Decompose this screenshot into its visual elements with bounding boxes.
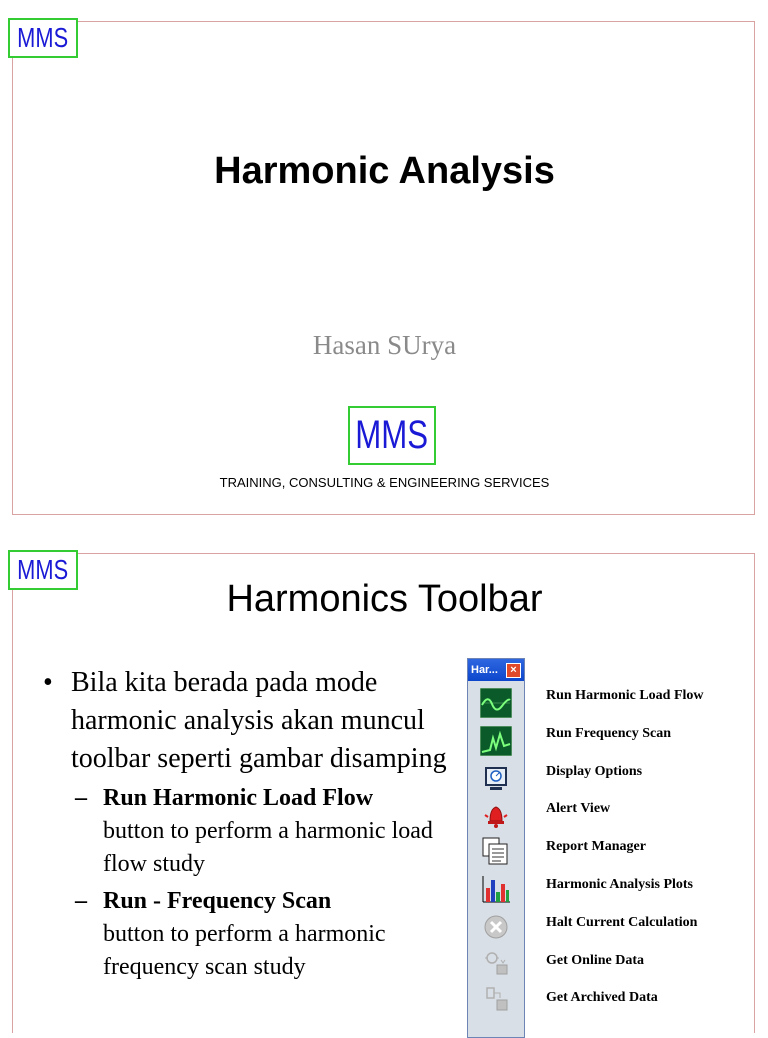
label-display-options: Display Options: [546, 764, 643, 779]
report-manager-icon: [481, 836, 511, 866]
run-harmonic-load-flow-button[interactable]: [479, 687, 513, 719]
sub-bullet-text: button to perform a harmonic frequency scan study: [103, 921, 386, 980]
sub-bullet-heading: Run - Frequency Scan: [103, 888, 332, 914]
bullet-text: Bila kita berada pada mode harmonic analysis akan muncul toolbar seperti gambar disamping: [71, 667, 447, 774]
frequency-scan-icon: [480, 726, 512, 756]
online-data-icon: [482, 949, 510, 977]
report-manager-button[interactable]: [479, 835, 513, 867]
mms-logo-corner: [8, 550, 78, 590]
bullet-item: • Bila kita berada pada mode harmonic analysis akan muncul toolbar seperti gambar disamping: [43, 667, 447, 774]
harmonic-load-flow-icon: [480, 688, 512, 718]
sub-bullet-heading: Run Harmonic Load Flow: [103, 785, 374, 811]
mms-logo-center: [348, 406, 436, 465]
label-report-manager: Report Manager: [546, 839, 646, 854]
mms-logo-text: MMS: [17, 22, 69, 53]
bullet-list: [43, 664, 453, 984]
alert-bell-icon: [482, 801, 510, 829]
mms-logo-text: MMS: [355, 413, 429, 457]
label-get-online-data: Get Online Data: [546, 953, 644, 968]
toolbar-title: Har...: [471, 664, 498, 676]
sub-bullet-2: – Run - Frequency Scan button to perform a harmonic frequency scan study: [43, 885, 453, 984]
display-options-icon: [482, 765, 510, 793]
author-name: Hasan SUrya: [312, 330, 457, 360]
get-archived-data-button[interactable]: [479, 983, 513, 1015]
display-options-button[interactable]: [479, 763, 513, 795]
slide-title: [12, 21, 755, 515]
label-halt-current-calculation: Halt Current Calculation: [546, 915, 698, 930]
label-alert-view: Alert View: [546, 801, 611, 816]
sub-bullet-text: button to perform a harmonic load flow study: [103, 818, 433, 877]
slide-heading: Harmonics Toolbar: [226, 578, 543, 620]
mms-logo-corner: [8, 18, 78, 58]
get-online-data-button[interactable]: [479, 947, 513, 979]
harmonic-analysis-plots-button[interactable]: [479, 873, 513, 905]
close-icon[interactable]: ×: [506, 663, 521, 678]
label-harmonic-analysis-plots: Harmonic Analysis Plots: [546, 877, 694, 892]
alert-view-button[interactable]: [479, 799, 513, 831]
label-get-archived-data: Get Archived Data: [546, 990, 658, 1005]
harmonics-toolbar: [467, 658, 525, 1038]
sub-bullet-1: – Run Harmonic Load Flow button to perform a harmonic load flow study: [43, 782, 453, 881]
label-run-frequency-scan: Run Frequency Scan: [546, 726, 671, 741]
label-run-harmonic-load-flow: Run Harmonic Load Flow: [546, 688, 704, 703]
bar-chart-icon: [481, 874, 511, 904]
mms-logo-text: MMS: [17, 554, 69, 585]
toolbar-titlebar[interactable]: [468, 659, 524, 681]
slide-title-heading: Harmonic Analysis: [214, 150, 555, 192]
halt-icon: [482, 913, 510, 941]
archived-data-icon: [482, 985, 510, 1013]
slide-toolbar: [12, 553, 755, 1033]
run-frequency-scan-button[interactable]: [479, 725, 513, 757]
company-tagline: TRAINING, CONSULTING & ENGINEERING SERVICES: [219, 475, 550, 490]
halt-current-calculation-button[interactable]: [479, 911, 513, 943]
